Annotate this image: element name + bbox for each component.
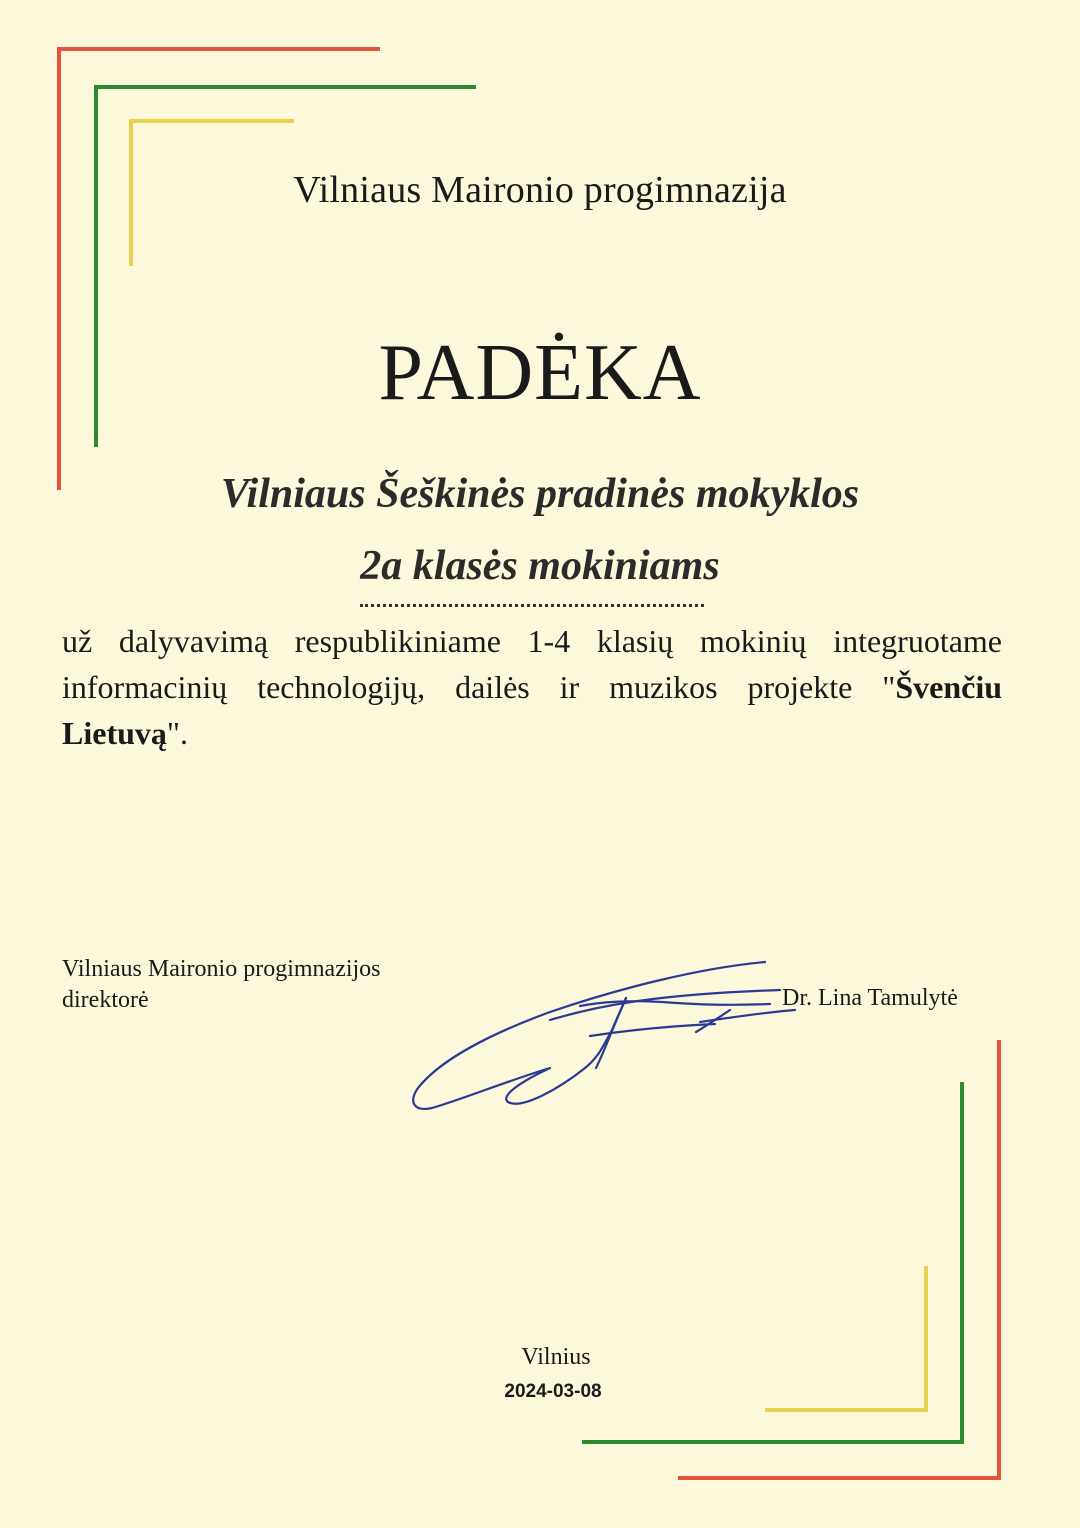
handwritten-signature <box>400 950 820 1120</box>
issue-city: Vilnius <box>521 1344 591 1370</box>
recipient-line-2: 2a klasės mokiniams <box>360 543 720 589</box>
reason-paragraph <box>62 618 1002 756</box>
recipient-line-1: Vilniaus Šeškinės pradinės mokyklos <box>220 471 860 517</box>
reason-text: už dalyvavimą respublikiniame 1-4 klasių mokinių integruotame informacinių technologijų, dailės ir muzikos projekte " <box>62 623 1002 705</box>
issue-date: 2024-03-08 <box>504 1381 602 1402</box>
project-name: Švenčiu Lietuvą <box>62 669 1002 751</box>
signer-title-line-1: Vilniaus Maironio progimnazijos <box>62 956 381 982</box>
signer-name: Dr. Lina Tamulytė <box>782 985 958 1011</box>
issuer-name: Vilniaus Maironio progimnazija <box>293 169 787 211</box>
dotted-divider <box>360 604 704 607</box>
top-left-red-corner <box>59 49 380 490</box>
signer-title <box>62 954 381 1016</box>
reason-end: ". <box>166 715 188 751</box>
bottom-right-yellow-corner <box>765 1266 926 1410</box>
certificate-title: PADĖKA <box>378 329 702 417</box>
signer-title-line-2: direktorė <box>62 987 149 1013</box>
